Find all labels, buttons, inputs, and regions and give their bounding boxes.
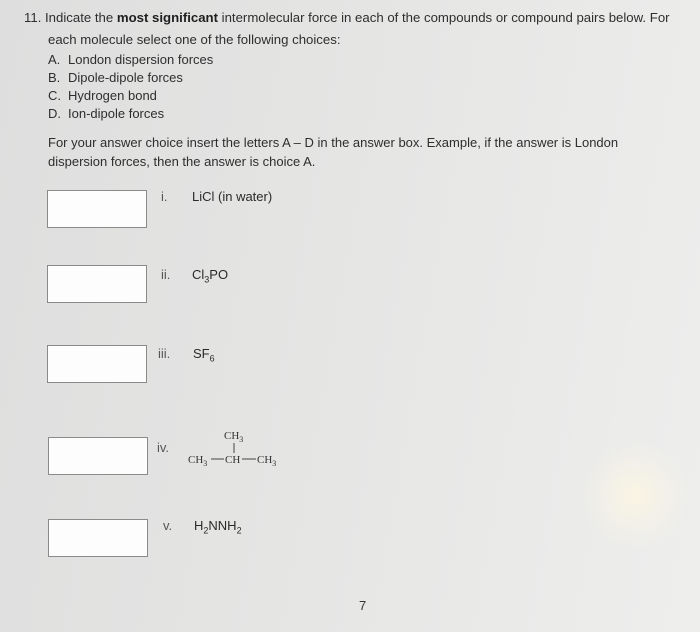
item-number-iii: iii. <box>158 346 171 361</box>
item-number-i: i. <box>161 189 168 204</box>
choice-a: A. London dispersion forces <box>48 52 214 67</box>
choice-c: C. Hydrogen bond <box>48 88 157 103</box>
struct-ch-center: CH <box>225 454 241 466</box>
struct-methyl-top: $CH_3$ <box>224 430 244 444</box>
compound-v: $H_2NNH_2$ <box>194 518 242 536</box>
item-number-iv: iv. <box>157 440 170 455</box>
page-number: 7 <box>359 598 367 613</box>
answer-box-i[interactable] <box>47 190 147 228</box>
emphasis-text: most significant <box>116 10 218 25</box>
question-line-1: 11. Indicate the most significant intermolecular force in each of the compounds or compound pairs below. For <box>24 10 670 25</box>
question-line-2: each molecule select one of the following choices: <box>48 32 341 47</box>
instructions: For your answer choice insert the letters A – D in the answer box. Example, if the answer is London dispersion forces, then the answer is choice A. <box>48 135 619 169</box>
compound-ii: $Cl_3PO$ <box>192 267 229 285</box>
answer-box-ii[interactable] <box>47 265 147 303</box>
item-number-ii: ii. <box>161 267 171 282</box>
struct-methyl-right: $CH_3$ <box>257 454 277 468</box>
struct-methyl-left: $CH_3$ <box>188 454 208 468</box>
answer-box-iv[interactable] <box>48 437 148 475</box>
answer-box-iii[interactable] <box>47 345 147 383</box>
choice-b: B. Dipole-dipole forces <box>48 70 183 85</box>
compound-iv-structure <box>186 428 296 472</box>
item-number-v: v. <box>163 518 173 533</box>
answer-choices <box>48 51 213 123</box>
photo-glare <box>580 440 690 550</box>
compound-i: LiCl (in water) <box>192 189 273 204</box>
answer-box-v[interactable] <box>48 519 148 557</box>
choice-d: D. Ion-dipole forces <box>48 106 165 121</box>
compound-iii: $SF_6$ <box>193 346 215 364</box>
